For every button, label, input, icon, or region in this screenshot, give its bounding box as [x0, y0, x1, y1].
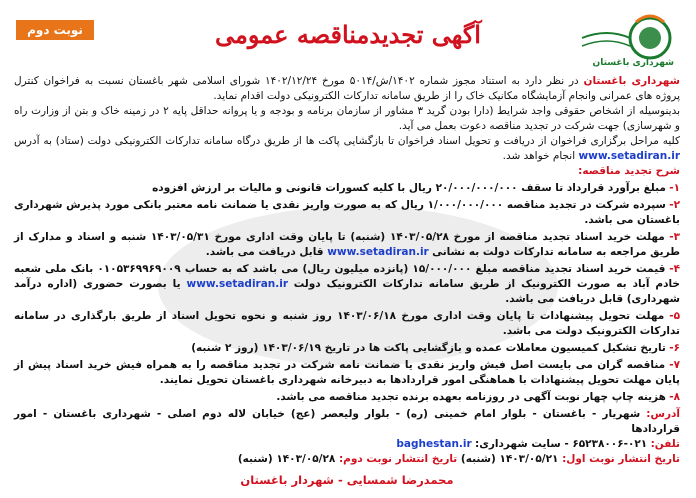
intro-paragraph — [14, 74, 680, 104]
org-name: شهرداری باغستان — [583, 75, 681, 87]
condition-text: مبلغ برآورد قرارداد تا سقف ۲۰/۰۰۰/۰۰۰/۰۰۰ ریال با کلیه کسورات قانونی و مالیات بر ارزش افزوده — [152, 182, 666, 194]
setad-link[interactable]: www.setadiran.ir — [186, 278, 289, 290]
intro-text-3-end: انجام خواهد شد. — [502, 150, 579, 162]
condition-number: ۸- — [669, 391, 680, 403]
condition-item — [14, 198, 680, 228]
condition-text-end: قابل دریافت می باشد. — [205, 246, 328, 258]
condition-text: مهلت تحویل پیشنهادات تا پایان وقت اداری مورخ ۱۴۰۳/۰۶/۱۸ روز شنبه و نحوه تحویل اسناد از طریق بارگذاری در سامانه تدارکات الکترونیک دولت می باشد. — [14, 310, 680, 337]
condition-number: ۶- — [669, 342, 680, 354]
badge-second-round: نوبت دوم — [16, 20, 94, 40]
condition-text: قیمت خرید اسناد تجدید مناقصه مبلغ ۱۵/۰۰۰/۰۰۰ (پانزده میلیون ریال) می باشد که به حساب ۰۱۰۵۳۶۹۹۶۹۰۰۹ بانک ملی شعبه خادم آباد به صورت الکترونیک از طریق سامانه تدارکات الکترونیک دولت — [14, 263, 680, 290]
phone-text: ۰۲۱-۶۵۲۳۸۰۰۶ - سایت شهرداری: — [475, 438, 648, 450]
condition-item — [14, 358, 680, 388]
address-text: شهریار - باغستان - بلوار امام خمینی (ره) - بلوار ولیعصر (عج) خیابان لاله دوم اصلی - شهرداری باغستان - امور قراردادها — [14, 408, 680, 435]
signature: محمدرضا شمسایی - شهردار باغستان — [240, 473, 454, 487]
condition-text: مناقصه گران می بایست اصل فیش واریز نقدی یا ضمانت نامه شرکت در تجدید مناقصه را به همراه فیش خرید اسناد پیش از پایان مهلت تحویل پیشنهادات با هماهنگی امور قراردادها به دبیرخانه شهرداری باغستان تحویل نمایند. — [14, 359, 680, 386]
pub2-label: تاریخ انتشار نوبت دوم: — [338, 453, 458, 465]
condition-item — [14, 262, 680, 307]
logo-text: شهرداری باغستان — [592, 58, 674, 68]
condition-number: ۷- — [669, 359, 680, 371]
condition-number: ۴- — [669, 263, 680, 275]
page-title: آگهی تجدیدمناقصه عمومی — [215, 20, 481, 49]
municipality-logo — [572, 8, 682, 74]
intro-text-1: در نظر دارد به استناد مجوز شماره ۱۴۰۲/ش/۵۰۱۴ مورخ ۱۴۰۲/۱۲/۲۴ شورای اسلامی شهر باغستان نسبت به فراخوان کنترل پروژه های عمرانی وانجام آزمایشگاه مکانیک خاک را از طریق سامانه تدارکات الکترونیکی دولت اقدام نماید. — [14, 75, 680, 102]
setad-link[interactable]: www.setadiran.ir — [327, 246, 429, 258]
notice-body — [14, 74, 680, 488]
intro-text-3: کلیه مراحل برگزاری فراخوان از دریافت و تحویل اسناد فراخوان تا بازگشایی پاکت ها از طریق درگاه سامانه تدارکات الکترونیکی دولت (ستاد) به آدرس — [14, 135, 680, 147]
condition-number: ۵- — [669, 310, 680, 322]
publish-dates-line — [14, 452, 680, 467]
condition-item — [14, 341, 680, 356]
condition-text: سپرده شرکت در تجدید مناقصه ۱/۰۰۰/۰۰۰/۰۰۰ ریال که به صورت واریز نقدی یا ضمانت نامه معتبر بانکی مورد پذیرش شهرداری باغستان می باشد. — [14, 199, 680, 226]
pub1-label: تاریخ انتشار نوبت اول: — [562, 453, 680, 465]
notice-page — [8, 6, 688, 486]
setad-link[interactable]: www.setadiran.ir — [578, 150, 680, 162]
condition-item — [14, 309, 680, 339]
intro-paragraph-2: بدینوسیله از اشخاص حقوقی واجد شرایط (دارا بودن گرید ۳ مشاور از سازمان برنامه و بودجه و یا پروانه حداقل پایه ۲ در زمینه خاک و بتن از وزارت راه و شهرسازی) جهت شرکت در تجدید مناقصه دعوت بعمل می آید. — [14, 105, 681, 132]
address-line — [14, 407, 680, 437]
address-label: آدرس: — [646, 408, 680, 420]
phone-label: تلفن: — [650, 438, 680, 450]
condition-item — [14, 181, 680, 196]
condition-text: تاریخ تشکیل کمیسیون معاملات عمده و بازگشایی پاکت ها در تاریخ ۱۴۰۳/۰۶/۱۹ (روز ۲ شنبه) — [191, 342, 666, 354]
condition-text-end: یا بصورت حضوری (اداره درآمد شهرداری) قابل دریافت می باشد. — [14, 278, 680, 305]
city-site-link[interactable]: baghestan.ir — [396, 438, 472, 450]
condition-number: ۱- — [669, 182, 680, 194]
intro-paragraph-3 — [14, 134, 680, 164]
condition-text: مهلت خرید اسناد تجدید مناقصه از مورخ ۱۴۰۳/۰۵/۲۸ (شنبه) تا پایان وقت اداری مورخ ۱۴۰۳/۰۵/۳۱ شنبه و اسناد و مدارک از طریق مراجعه به سامانه تدارکات دولت به نشانی — [14, 231, 680, 258]
pub2-date: ۱۴۰۳/۰۵/۲۸ (شنبه) — [237, 453, 339, 465]
condition-number: ۲- — [669, 199, 681, 211]
conditions-title: شرح تجدید مناقصه: — [578, 165, 680, 177]
condition-number: ۳- — [669, 231, 680, 243]
pub1-date: ۱۴۰۳/۰۵/۲۱ (شنبه) — [457, 453, 563, 465]
condition-item — [14, 230, 680, 260]
condition-text: هزینه چاپ چهار نوبت آگهی در روزنامه بعهده برنده تجدید مناقصه می باشد. — [276, 391, 666, 403]
condition-item — [14, 390, 680, 405]
phone-line — [14, 437, 680, 452]
